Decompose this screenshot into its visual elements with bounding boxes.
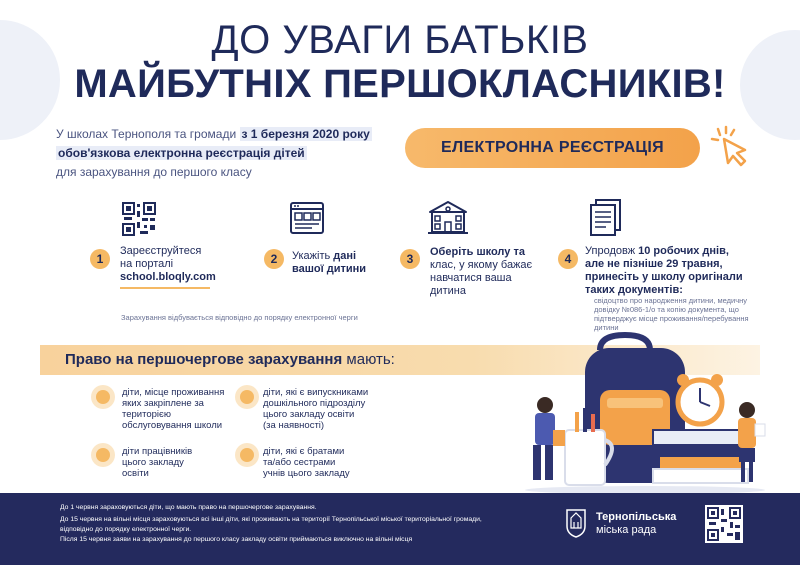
priority-item-2: діти, які є випускниками дошкільного підрозділу цього закладу освіти (за наявності): [263, 387, 369, 431]
step-2-number: 2: [264, 249, 284, 269]
documents-icon: [588, 198, 624, 238]
step-3-text: Оберіть школу та клас, у якому бажає навчатися ваша дитина: [430, 246, 533, 297]
portal-link-underline: [120, 287, 210, 289]
priority-item-3: діти працівників цього закладу освіти: [122, 446, 193, 479]
city-council-name: Тернопільська міська рада: [596, 511, 677, 536]
priority-bullet-2: [240, 390, 254, 404]
priority-item-4: діти, які є братами та/або сестрами учнів цього закладу: [263, 446, 350, 479]
page-title-line1: ДО УВАГИ БАТЬКІВ: [211, 18, 589, 62]
footer-info-text: До 1 червня зараховуються діти, що мають право на першочергове зарахування. До 15 червня на вільні місця зараховуються всі інші діти, які проживають на території Тернопільської міської територіальної громади, відповідно до порядку електронної черги. Після 15 червня заяви на зарахування до першого класу закладу освіти приймаються виключно на вільні місця: [60, 504, 482, 543]
step-4-number: 4: [558, 249, 578, 269]
qr-code-icon: [120, 200, 158, 238]
step-4-text: Упродовж 10 робочих днів, але не пізніше 29 травня, принесіть у школу оригінали таких документів:: [585, 245, 743, 296]
step-1-text: Зареєструйтеся на порталі school.bloqly.com: [120, 245, 270, 284]
intro-registration-highlight: обов'язкова електронна реєстрація дітей: [58, 146, 305, 160]
priority-bullet-3: [96, 448, 110, 462]
queue-note: Зарахування відбувається відповідно до порядку електронної черги: [121, 313, 358, 322]
priority-title: Право на першочергове зарахування мають:: [65, 351, 395, 368]
step-3-number: 3: [400, 249, 420, 269]
priority-bullet-4: [240, 448, 254, 462]
pointer-cursor-icon: [710, 125, 755, 170]
footer-qr-code-icon: [705, 505, 743, 543]
priority-bullet-1: [96, 390, 110, 404]
step-4-documents-note: свідоцтво про народження дитини, медичну довідку №086-1/о та копію документа, що підтверджує місце проживання/перебування дитини: [594, 296, 749, 332]
school-building-icon: [426, 198, 470, 238]
step-1-number: 1: [90, 249, 110, 269]
city-emblem-icon: [565, 508, 587, 538]
intro-date-highlight: з 1 березня 2020 року: [241, 127, 370, 141]
form-browser-icon: [288, 200, 326, 238]
intro-part3: для зарахування до першого класу: [56, 165, 252, 179]
step-2-text: Укажіть дані вашої дитини: [292, 250, 367, 275]
intro-text: [56, 125, 386, 182]
page-title-line2: МАЙБУТНІХ ПЕРШОКЛАСНИКІВ!: [74, 62, 726, 106]
portal-link[interactable]: school.bloqly.com: [120, 271, 216, 283]
electronic-registration-button[interactable]: ЕЛЕКТРОННА РЕЄСТРАЦІЯ: [405, 128, 700, 168]
priority-item-1: діти, місце проживання яких закріплене за територією обслуговування школи: [122, 387, 225, 431]
intro-part1: У школах Тернополя та громади: [56, 127, 240, 141]
school-supplies-illustration: [515, 330, 775, 495]
